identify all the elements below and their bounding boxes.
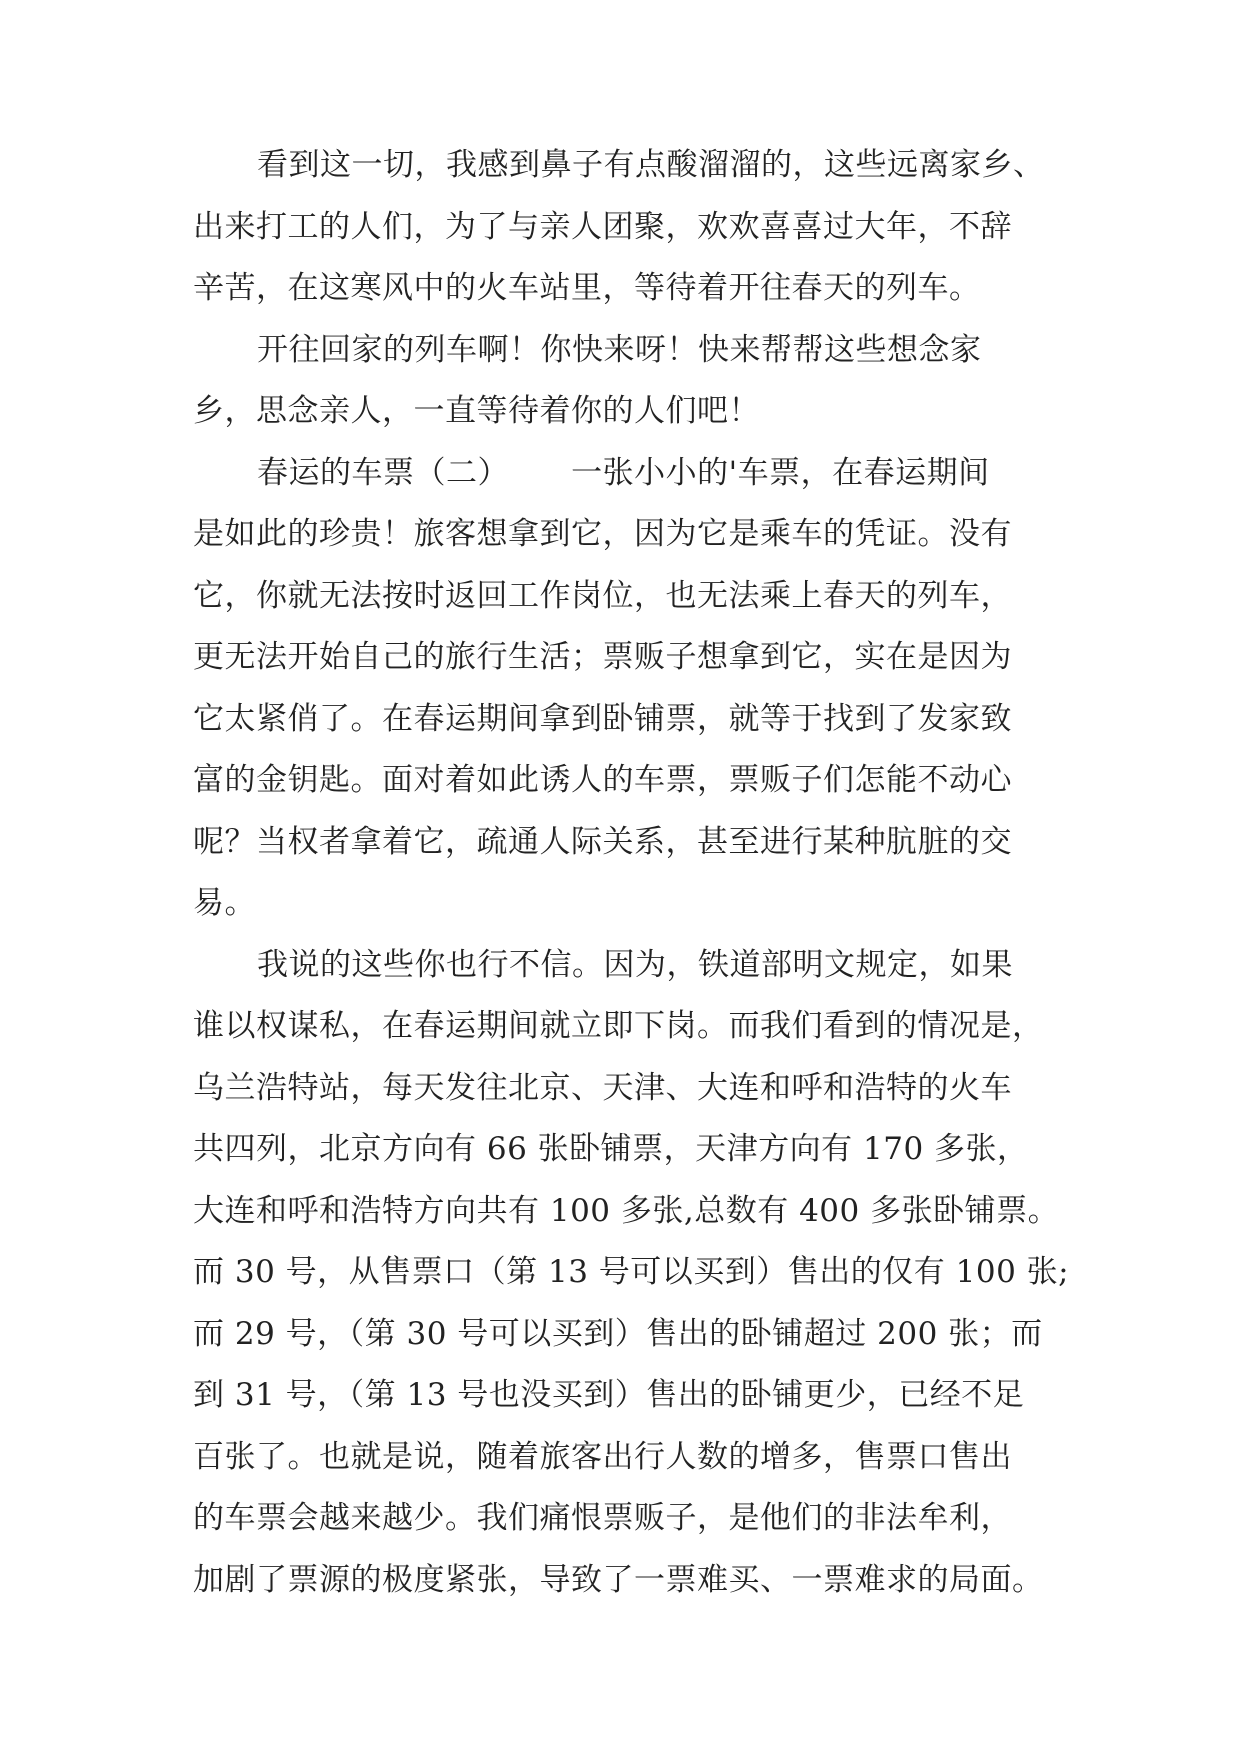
text-line: 乡，思念亲人，一直等待着你的人们吧！ — [193, 393, 760, 429]
text-line: 的车票会越来越少。我们痛恨票贩子，是他们的非法牟利， — [193, 1500, 1012, 1536]
paragraph — [193, 935, 1070, 1612]
text-line: 百张了。也就是说，随着旅客出行人数的增多，售票口售出 — [193, 1438, 1012, 1475]
text-line: 它太紧俏了。在春运期间拿到卧铺票，就等于找到了发家致 — [193, 700, 1012, 737]
text-line: 开往回家的列车啊！你快来呀！快来帮帮这些想念家 — [257, 331, 982, 368]
text-line: 加剧了票源的极度紧张，导致了一票难买、一票难求的局面。 — [193, 1561, 1044, 1598]
text-line: 大连和呼和浩特方向共有 100 多张,总数有 400 多张卧铺票。 — [193, 1192, 1060, 1229]
text-line: 乌兰浩特站，每天发往北京、天津、大连和呼和浩特的火车 — [193, 1069, 1012, 1106]
paragraph — [193, 320, 1053, 443]
text-line: 辛苦，在这寒风中的火车站里，等待着开往春天的列车。 — [193, 270, 981, 306]
text-line: 它，你就无法按时返回工作岗位，也无法乘上春天的列车， — [193, 577, 1012, 614]
text-line: 到 31 号，（第 13 号也没买到）售出的卧铺更少，已经不足 — [193, 1377, 1025, 1413]
text-line: 呢？当权者拿着它，疏通人际关系，甚至进行某种肮脏的交 — [193, 823, 1012, 860]
text-line: 谁以权谋私，在春运期间就立即下岗。而我们看到的情况是， — [193, 1008, 1044, 1044]
text-line: 而 29 号，（第 30 号可以买到）售出的卧铺超过 200 张；而 — [193, 1315, 1043, 1352]
text-line: 看到这一切，我感到鼻子有点酸溜溜的，这些远离家乡、 — [257, 147, 1045, 183]
text-line: 更无法开始自己的旅行生活；票贩子想拿到它，实在是因为 — [193, 639, 1012, 675]
paragraph — [193, 135, 1053, 320]
text-line: 出来打工的人们，为了与亲人团聚，欢欢喜喜过大年，不辞 — [193, 208, 1012, 245]
text-line: 而 30 号，从售票口（第 13 号可以买到）售出的仅有 100 张; — [193, 1254, 1070, 1290]
text-line: 易。 — [193, 885, 256, 921]
text-line: 共四列，北京方向有 66 张卧铺票，天津方向有 170 多张， — [193, 1131, 1029, 1167]
text-line: 富的金钥匙。面对着如此诱人的车票，票贩子们怎能不动心 — [193, 762, 1012, 798]
document-body — [193, 135, 1070, 1611]
text-line: 是如此的珍贵！旅客想拿到它，因为它是乘车的凭证。没有 — [193, 516, 1012, 552]
paragraph — [193, 443, 1053, 935]
text-line: 春运的车票（二） 一张小小的'车票，在春运期间 — [257, 454, 990, 491]
text-line: 我说的这些你也行不信。因为，铁道部明文规定，如果 — [257, 946, 1013, 983]
